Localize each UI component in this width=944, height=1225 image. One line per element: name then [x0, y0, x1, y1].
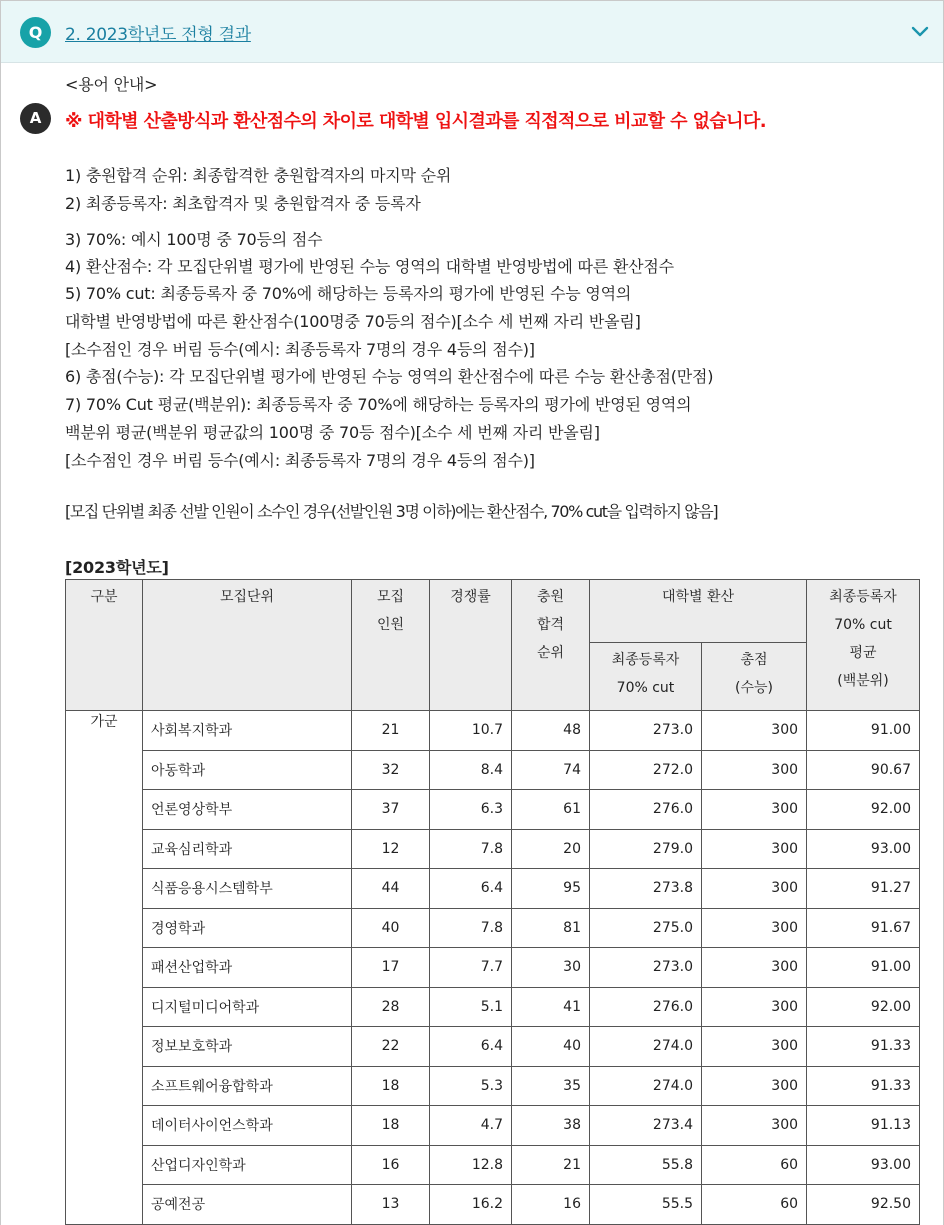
header-conversion: 대학별 환산 [590, 580, 807, 643]
table-row [66, 869, 920, 909]
definition-line: 3) 70%: 예시 100명 중 70등의 점수 [65, 230, 323, 249]
cut-cell: 274.0 [590, 1066, 702, 1106]
rank-cell: 35 [512, 1066, 590, 1106]
competition-cell: 4.7 [430, 1106, 512, 1146]
table-row [66, 790, 920, 830]
unit-cell: 디지털미디어학과 [143, 987, 352, 1027]
question-title-link[interactable]: 2. 2023학년도 전형 결과 [65, 25, 251, 45]
cut-cell: 55.8 [590, 1145, 702, 1185]
table-row [66, 1066, 920, 1106]
cut-cell: 275.0 [590, 908, 702, 948]
definition-line: [소수점인 경우 버림 등수(예시: 최종등록자 7명의 경우 4등의 점수)] [65, 340, 535, 359]
avg-cell: 92.00 [807, 790, 920, 830]
competition-cell: 7.7 [430, 948, 512, 988]
avg-cell: 91.00 [807, 711, 920, 751]
rank-cell: 20 [512, 829, 590, 869]
table-body [66, 711, 920, 1225]
unit-cell: 공예전공 [143, 1185, 352, 1225]
competition-cell: 6.4 [430, 869, 512, 909]
competition-cell: 16.2 [430, 1185, 512, 1225]
rank-cell: 74 [512, 750, 590, 790]
rank-cell: 41 [512, 987, 590, 1027]
recruit-cell: 13 [352, 1185, 430, 1225]
total-cell: 300 [702, 829, 807, 869]
rank-cell: 16 [512, 1185, 590, 1225]
total-cell: 300 [702, 908, 807, 948]
header-competition: 경쟁률 [430, 580, 512, 711]
definition-line: 4) 환산점수: 각 모집단위별 평가에 반영된 수능 영역의 대학별 반영방법에 따른 환산점수 [65, 257, 674, 276]
header-cut: 최종등록자 70% cut [590, 643, 702, 711]
competition-cell: 5.3 [430, 1066, 512, 1106]
header-total: 총점 (수능) [702, 643, 807, 711]
table-row [66, 948, 920, 988]
cut-cell: 55.5 [590, 1185, 702, 1225]
cut-cell: 273.0 [590, 711, 702, 751]
total-cell: 300 [702, 948, 807, 988]
definition-line: 6) 총점(수능): 각 모집단위별 평가에 반영된 수능 영역의 환산점수에 따른 수능 환산총점(만점) [65, 367, 714, 386]
avg-cell: 93.00 [807, 1145, 920, 1185]
table-row [66, 711, 920, 751]
unit-cell: 산업디자인학과 [143, 1145, 352, 1185]
unit-cell: 교육심리학과 [143, 829, 352, 869]
competition-cell: 6.3 [430, 790, 512, 830]
recruit-cell: 18 [352, 1066, 430, 1106]
table-row [66, 1106, 920, 1146]
competition-cell: 8.4 [430, 750, 512, 790]
cut-cell: 276.0 [590, 790, 702, 830]
unit-cell: 소프트웨어융합학과 [143, 1066, 352, 1106]
total-cell: 300 [702, 790, 807, 830]
avg-cell: 91.67 [807, 908, 920, 948]
table-row [66, 829, 920, 869]
definition-line: 7) 70% Cut 평균(백분위): 최종등록자 중 70%에 해당하는 등록자의 평가에 반영된 영역의 [65, 395, 692, 414]
header-recruit: 모집 인원 [352, 580, 430, 711]
cut-cell: 272.0 [590, 750, 702, 790]
rank-cell: 95 [512, 869, 590, 909]
definition-line: [소수점인 경우 버림 등수(예시: 최종등록자 7명의 경우 4등의 점수)] [65, 451, 535, 470]
definition-line: 5) 70% cut: 최종등록자 중 70%에 해당하는 등록자의 평가에 반영된 수능 영역의 [65, 284, 632, 303]
recruit-cell: 32 [352, 750, 430, 790]
table-row [66, 750, 920, 790]
avg-cell: 91.33 [807, 1066, 920, 1106]
rank-cell: 38 [512, 1106, 590, 1146]
competition-cell: 6.4 [430, 1027, 512, 1067]
question-header[interactable] [1, 1, 943, 63]
recruit-cell: 17 [352, 948, 430, 988]
competition-cell: 5.1 [430, 987, 512, 1027]
total-cell: 60 [702, 1145, 807, 1185]
table-row [66, 1185, 920, 1225]
total-cell: 300 [702, 987, 807, 1027]
recruit-cell: 22 [352, 1027, 430, 1067]
guide-title: <용어 안내> [65, 75, 158, 94]
avg-cell: 91.00 [807, 948, 920, 988]
recruit-cell: 40 [352, 908, 430, 948]
definition-line: 1) 충원합격 순위: 최종합격한 충원합격자의 마지막 순위 [65, 166, 452, 185]
recruit-cell: 12 [352, 829, 430, 869]
recruit-cell: 37 [352, 790, 430, 830]
header-avg: 최종등록자 70% cut 평균 (백분위) [807, 580, 920, 711]
avg-cell: 93.00 [807, 829, 920, 869]
avg-cell: 91.13 [807, 1106, 920, 1146]
rank-cell: 21 [512, 1145, 590, 1185]
recruit-cell: 16 [352, 1145, 430, 1185]
competition-cell: 7.8 [430, 908, 512, 948]
table-row [66, 1027, 920, 1067]
chevron-down-icon[interactable] [908, 21, 932, 43]
total-cell: 300 [702, 1066, 807, 1106]
rank-cell: 61 [512, 790, 590, 830]
rank-cell: 40 [512, 1027, 590, 1067]
definition-line: 2) 최종등록자: 최초합격자 및 충원합격자 중 등록자 [65, 194, 421, 213]
total-cell: 300 [702, 869, 807, 909]
total-cell: 300 [702, 750, 807, 790]
recruit-cell: 28 [352, 987, 430, 1027]
avg-cell: 91.27 [807, 869, 920, 909]
competition-cell: 7.8 [430, 829, 512, 869]
cut-cell: 273.8 [590, 869, 702, 909]
competition-cell: 12.8 [430, 1145, 512, 1185]
admission-result-table [65, 579, 920, 1225]
definition-line: 백분위 평균(백분위 평균값의 100명 중 70등 점수)[소수 세 번째 자리 반올림] [65, 423, 600, 442]
rank-cell: 81 [512, 908, 590, 948]
header-gubun: 구분 [66, 580, 143, 711]
answer-badge: A [20, 103, 51, 134]
cut-cell: 274.0 [590, 1027, 702, 1067]
year-label: [2023학년도] [65, 558, 169, 577]
total-cell: 300 [702, 711, 807, 751]
avg-cell: 91.33 [807, 1027, 920, 1067]
avg-cell: 92.00 [807, 987, 920, 1027]
unit-cell: 아동학과 [143, 750, 352, 790]
unit-cell: 식품응용시스템학부 [143, 869, 352, 909]
unit-cell: 사회복지학과 [143, 711, 352, 751]
total-cell: 300 [702, 1106, 807, 1146]
definition-line: 대학별 반영방법에 따른 환산점수(100명중 70등의 점수)[소수 세 번째 자리 반올림] [65, 312, 641, 331]
rank-cell: 30 [512, 948, 590, 988]
cut-cell: 279.0 [590, 829, 702, 869]
header-rank: 충원 합격 순위 [512, 580, 590, 711]
unit-cell: 패션산업학과 [143, 948, 352, 988]
cut-cell: 273.0 [590, 948, 702, 988]
header-unit: 모집단위 [143, 580, 352, 711]
rank-cell: 48 [512, 711, 590, 751]
total-cell: 60 [702, 1185, 807, 1225]
avg-cell: 90.67 [807, 750, 920, 790]
group-cell: 가군 [66, 711, 143, 1225]
question-badge: Q [20, 17, 51, 48]
cut-cell: 273.4 [590, 1106, 702, 1146]
avg-cell: 92.50 [807, 1185, 920, 1225]
note-text: [모집 단위별 최종 선발 인원이 소수인 경우(선발인원 3명 이하)에는 환산점수, 70% cut을 입력하지 않음] [65, 502, 718, 521]
recruit-cell: 44 [352, 869, 430, 909]
unit-cell: 데이터사이언스학과 [143, 1106, 352, 1146]
recruit-cell: 21 [352, 711, 430, 751]
table-row [66, 908, 920, 948]
unit-cell: 언론영상학부 [143, 790, 352, 830]
table-row [66, 987, 920, 1027]
total-cell: 300 [702, 1027, 807, 1067]
recruit-cell: 18 [352, 1106, 430, 1146]
unit-cell: 경영학과 [143, 908, 352, 948]
unit-cell: 정보보호학과 [143, 1027, 352, 1067]
table-row [66, 1145, 920, 1185]
competition-cell: 10.7 [430, 711, 512, 751]
cut-cell: 276.0 [590, 987, 702, 1027]
warning-text: ※ 대학별 산출방식과 환산점수의 차이로 대학별 입시결과를 직접적으로 비교할 수 없습니다. [65, 111, 766, 132]
